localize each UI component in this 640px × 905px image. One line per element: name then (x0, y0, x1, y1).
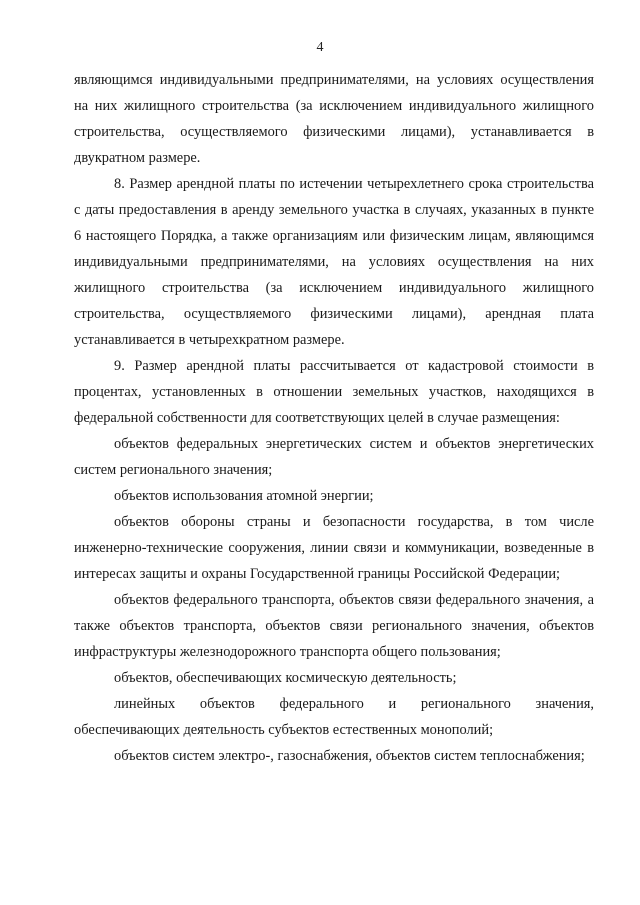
document-body (74, 67, 594, 769)
list-item-energy-systems: объектов федеральных энергетических систем и объектов энергетических систем регионального значения; (74, 436, 594, 478)
page-number: 4 (316, 40, 324, 55)
paragraph-item-8: 8. Размер арендной платы по истечении четырехлетнего срока строительства с даты предоставления в аренду земельного участка в случаях, указанных в пункте 6 настоящего Порядка, а также организациям или физическим лицам, являющимся индивидуальными предпринимателями, на условиях осуществления на них жилищного строительства (за исключением индивидуального жилищного строительства, осуществляемого физическими лицами), арендная плата устанавливается в четырехкратном размере. (74, 176, 594, 348)
list-item-atomic-energy: объектов использования атомной энергии; (114, 488, 374, 504)
paragraph-continuation: являющимся индивидуальными предпринимателями, на условиях осуществления на них жилищного строительства (за исключением индивидуального жилищного строительства, осуществляемого физическими лицами), устанавливается в двукратном размере. (74, 72, 594, 166)
list-item-defense: объектов обороны страны и безопасности государства, в том числе инженерно-технические сооружения, линии связи и коммуникации, возведенные в интересах защиты и охраны Государственной границы Российской Федерации; (74, 514, 594, 582)
paragraph-item-9: 9. Размер арендной платы рассчитывается от кадастровой стоимости в процентах, установленных в отношении земельных участков, находящихся в федеральной собственности для соответствующих целей в случае размещения: (74, 358, 594, 426)
list-item-transport: объектов федерального транспорта, объектов связи федерального значения, а также объектов транспорта, объектов связи регионального значения, объектов инфраструктуры железнодорожного транспорта общего пользования; (74, 592, 594, 660)
list-item-utility-systems: объектов систем электро-, газоснабжения, объектов систем теплоснабжения; (114, 748, 585, 764)
list-item-linear-objects: линейных объектов федерального и регионального значения, обеспечивающих деятельность субъектов естественных монополий; (74, 696, 594, 738)
list-item-space: объектов, обеспечивающих космическую деятельность; (114, 670, 457, 686)
